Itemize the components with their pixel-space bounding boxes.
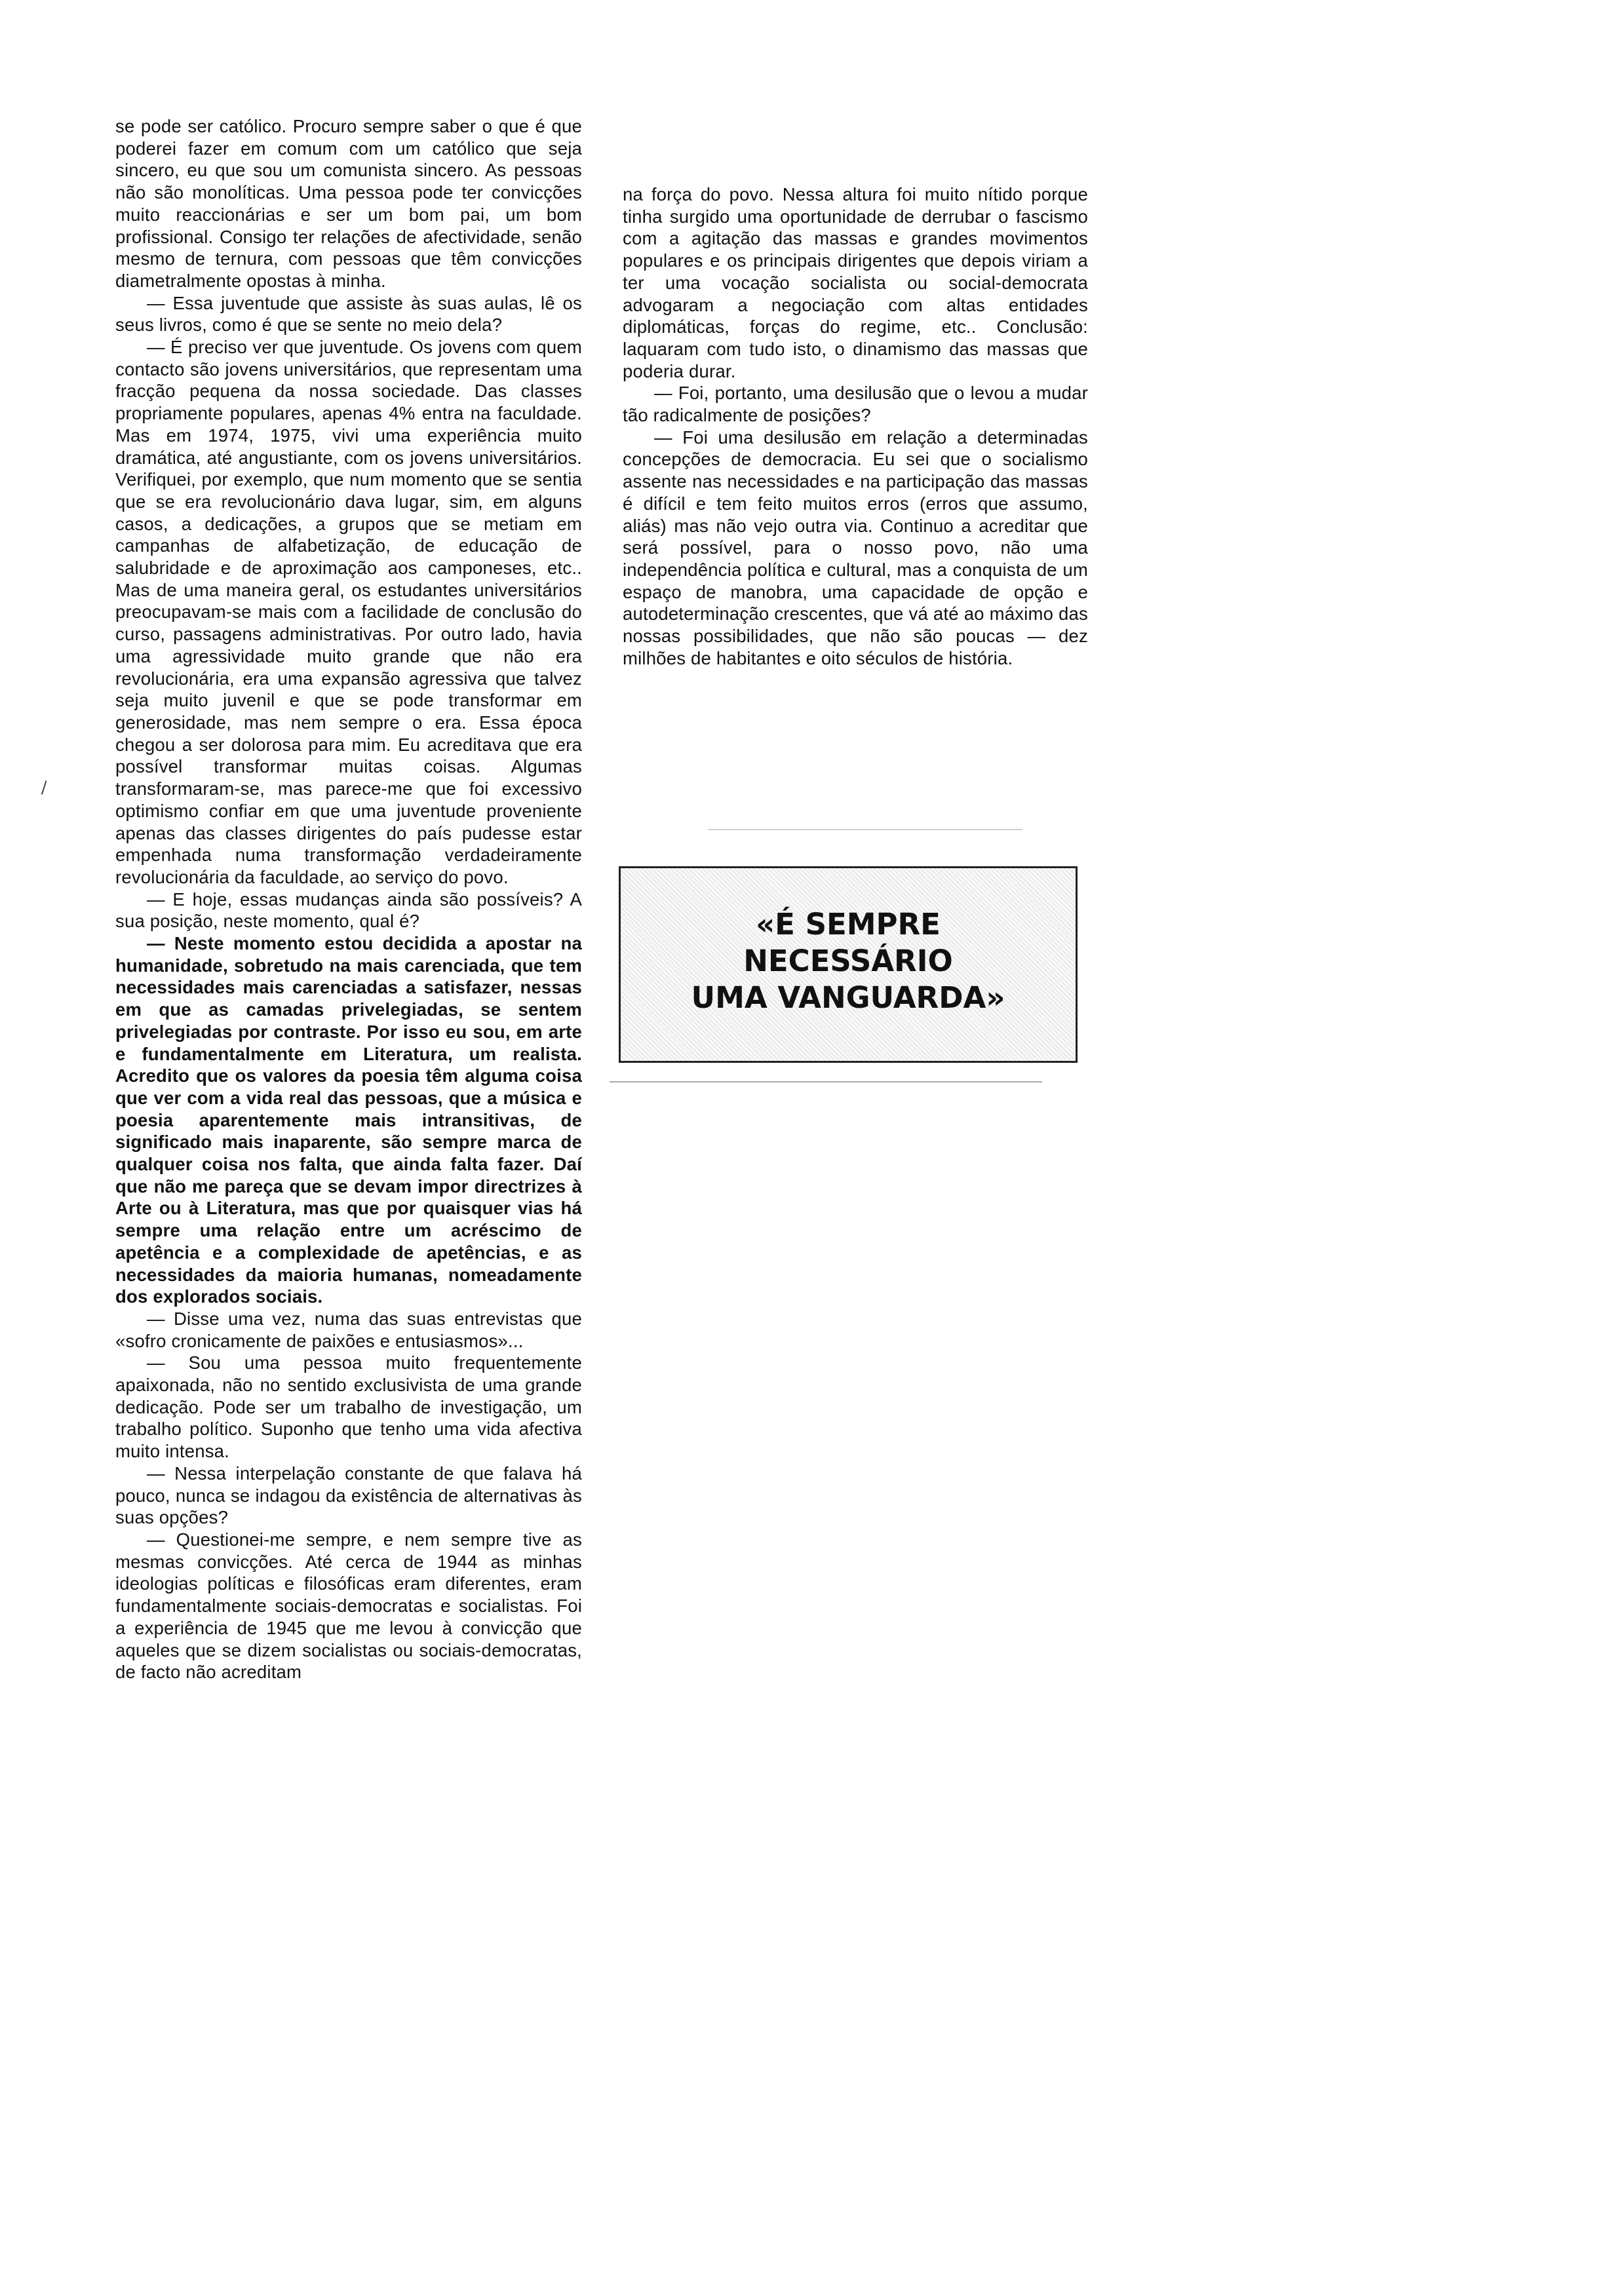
interviewer-question: — Foi, portanto, uma desilusão que o levou a mudar tão radicalmente de posições? xyxy=(623,383,1088,426)
paragraph: — Neste momento estou decidida a apostar na humanidade, sobretudo na mais carenciada, que tem necessidades mais carenciadas a satisfazer, nessas em que as camadas privelegiadas, se sentem privelegiadas por contraste. Por isso eu sou, em arte e fundamentalmente em Literatura, um realista. Acredito que os valores da poesia têm alguma coisa que ver com a vida real das pessoas, que a música e poesia aparentemente mais intransitivas, de significado mais inaparente, são sempre marca de qualquer coisa nos falta, que ainda falta fazer. Daí que não me pareça que se devam impor directrizes à Arte ou à Literatura, mas que por quaisquer vias há sempre uma relação entre um acréscimo de apetência e a complexidade de apetências, e as necessidades da maioria humanas, nomeadamente dos explorados sociais. xyxy=(115,933,582,1307)
pull-quote: «É SEMPRE NECESSÁRIO UMA VANGUARDA» xyxy=(691,907,1005,1015)
paragraph: na força do povo. Nessa altura foi muito nítido porque tinha surgido uma oportunidade de derrubar o fascismo com a agitação das massas e grandes movimentos populares e os principais dirigentes que depois viriam a ter uma vocação socialista ou social-democrata advogaram a negociação com altas entidades diplomáticas, forças do regime, etc.. Conclusão: laquaram com tudo isto, o dinamismo das massas que poderia durar. xyxy=(623,184,1088,381)
scan-noise-line xyxy=(610,1081,1042,1082)
paragraph: — É preciso ver que juventude. Os jovens com quem contacto são jovens universitários, que representam uma fracção pequena da nossa sociedade. Das classes propriamente populares, apenas 4% entra na faculdade. Mas em 1974, 1975, vivi uma experiência muito dramática, até angustiante, com os jovens universitários. Verifiquei, por exemplo, que num momento que se sentia que se era revolucionário dava lugar, sim, em alguns casos, a dedicações, a grupos que se metiam em campanhas de alfabetização, de educação de salubridade e de aproximação aos camponeses, etc.. Mas de uma maneira geral, os estudantes universitários preocupavam-se mais com a facilidade de conclusão do curso, passagens administrativas. Por outro lado, havia uma agressividade muito grande que não era revolucionária, era uma expansão agressiva que talvez seja muito juvenil e que se pode transformar em generosidade, mas nem sempre o era. Essa época chegou a ser dolorosa para mim. Eu acreditava que era possível transformar muitas coisas. Algumas transformaram-se, mas parece-me que foi excessivo optimismo confiar em que uma juventude proveniente apenas das classes dirigentes do país pudesse estar empenhada numa transformação verdadeiramente revolucionária da faculdade, ao serviço do povo. xyxy=(115,337,582,887)
paragraph: — Sou uma pessoa muito frequentemente apaixonada, não no sentido exclusivista de uma grande dedicação. Pode ser um trabalho de investigação, um trabalho político. Suponho que tenho uma vida afectiva muito intensa. xyxy=(115,1352,582,1462)
article-column-right xyxy=(623,183,1088,669)
paragraph: — Questionei-me sempre, e nem sempre tive as mesmas convicções. Até cerca de 1944 as minhas ideologias políticas e filosóficas eram diferentes, eram fundamentalmente sociais-democratas e socialistas. Foi a experiência de 1945 que me levou à convicção que aqueles que se dizem socialistas ou sociais-democratas, de facto não acreditam xyxy=(115,1529,582,1683)
scan-mark xyxy=(41,780,50,795)
interviewer-question: — Nessa interpelação constante de que falava há pouco, nunca se indagou da existência de alternativas às suas opções? xyxy=(115,1463,582,1528)
interviewer-question: — Disse uma vez, numa das suas entrevistas que «sofro cronicamente de paixões e entusiasmos»... xyxy=(115,1308,582,1351)
scan-noise-line xyxy=(708,829,1022,830)
pull-quote-box xyxy=(619,866,1078,1063)
paragraph: se pode ser católico. Procuro sempre saber o que é que poderei fazer em comum com um católico que seja sincero, eu que sou um comunista sincero. As pessoas não são monolíticas. Uma pessoa pode ter convicções muito reaccionárias e ser um bom pai, um bom profissional. Consigo ter relações de afectividade, senão mesmo de ternura, com pessoas que têm convicções diametralmente opostas à minha. xyxy=(115,116,582,291)
paragraph: — Foi uma desilusão em relação a determinadas concepções de democracia. Eu sei que o socialismo assente nas necessidades e na participação das massas é difícil e tem feito muitos erros (erros que assumo, aliás) mas não vejo outra via. Continuo a acreditar que será possível, para o nosso povo, não uma independência política e cultural, mas a conquista de um espaço de manobra, uma capacidade de opção e autodeterminação crescentes, que vá até ao máximo das nossas possibilidades, que não são poucas — dez milhões de habitantes e oito séculos de história. xyxy=(623,427,1088,668)
interviewer-question: — Essa juventude que assiste às suas aulas, lê os seus livros, como é que se sente no meio dela? xyxy=(115,292,582,335)
article-column-left xyxy=(115,115,582,1683)
interviewer-question: — E hoje, essas mudanças ainda são possíveis? A sua posição, neste momento, qual é? xyxy=(115,889,582,932)
